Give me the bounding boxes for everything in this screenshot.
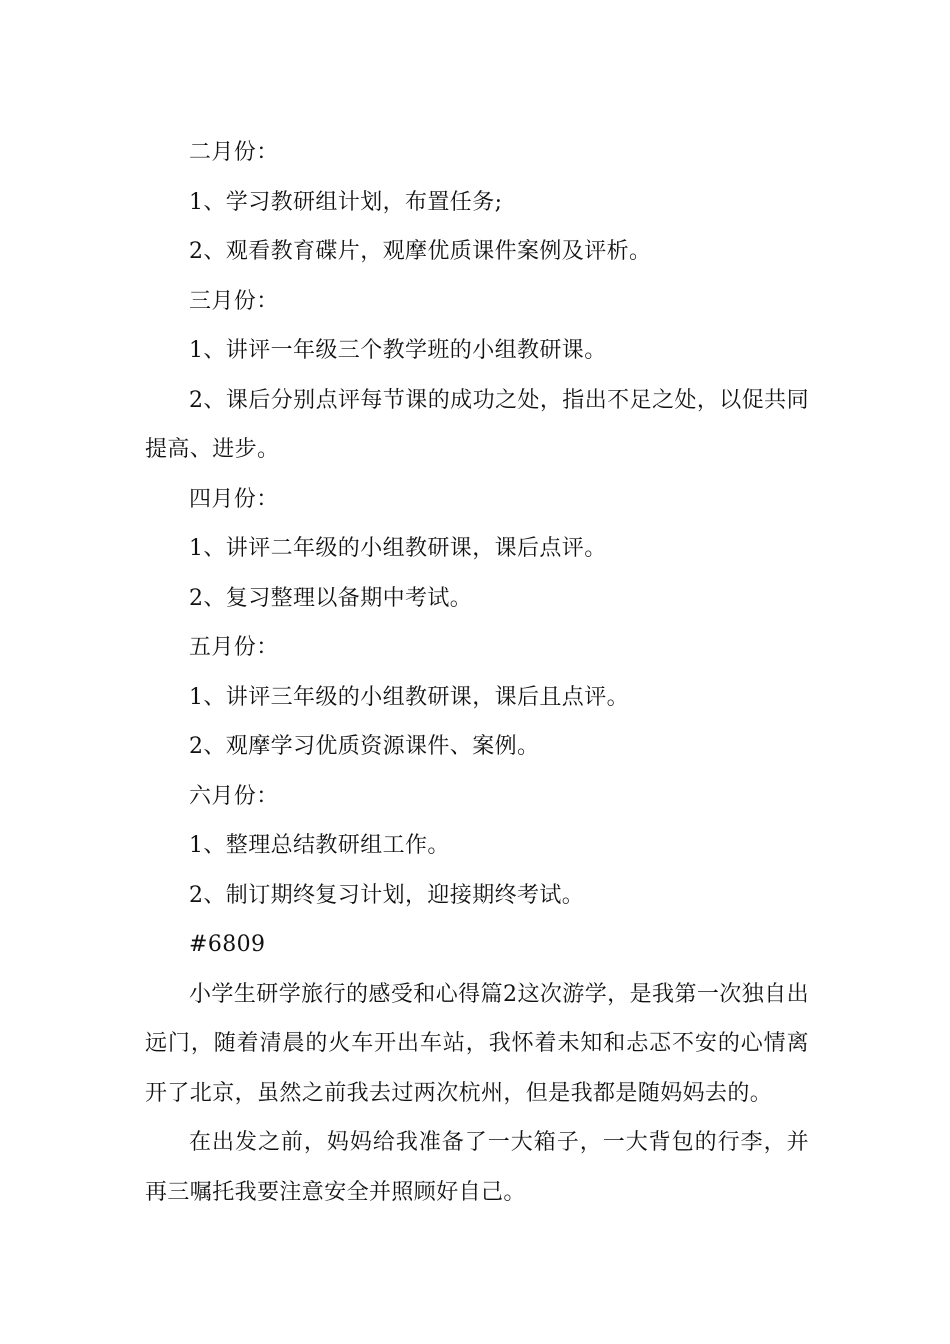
apr-item-2: 2、复习整理以备期中考试。 [189, 585, 473, 611]
jun-item-1: 1、整理总结教研组工作。 [189, 833, 450, 858]
month-heading-may: 五月份： [189, 635, 279, 660]
essay-paragraph-1: 小学生研学旅行的感受和心得篇2这次游学，是我第一次独自出远门，随着清晨的火车开出车站，我怀着未知和忐忑不安的心情离开了北京，虽然之前我去过两次杭州，但是我都是随妈妈去的。 [145, 981, 809, 1106]
month-heading-jun: 六月份： [189, 783, 279, 809]
month-heading-apr: 四月份： [189, 486, 279, 512]
mar-item-2: 2、课后分别点评每节课的成功之处，指出不足之处，以促共同提高、进步。 [145, 387, 809, 462]
may-item-1: 1、讲评三年级的小组教研课，课后且点评。 [189, 684, 629, 710]
month-heading-feb: 二月份： [189, 140, 279, 165]
apr-item-1: 1、讲评二年级的小组教研课，课后点评。 [189, 536, 607, 561]
feb-item-1: 1、学习教研组计划，布置任务; [189, 189, 503, 215]
document-body [145, 128, 809, 1217]
month-heading-mar: 三月份： [189, 288, 279, 314]
mar-item-1: 1、讲评一年级三个教学班的小组教研课。 [189, 338, 607, 363]
jun-item-2: 2、制订期终复习计划，迎接期终考试。 [189, 882, 585, 908]
essay-paragraph-2: 在出发之前，妈妈给我准备了一大箱子，一大背包的行李，并再三嘱托我要注意安全并照顾好自己。 [145, 1130, 809, 1205]
feb-item-2: 2、观看教育碟片，观摩优质课件案例及评析。 [189, 239, 652, 264]
may-item-2: 2、观摩学习优质资源课件、案例。 [189, 734, 540, 759]
section-marker: #6809 [189, 932, 266, 957]
